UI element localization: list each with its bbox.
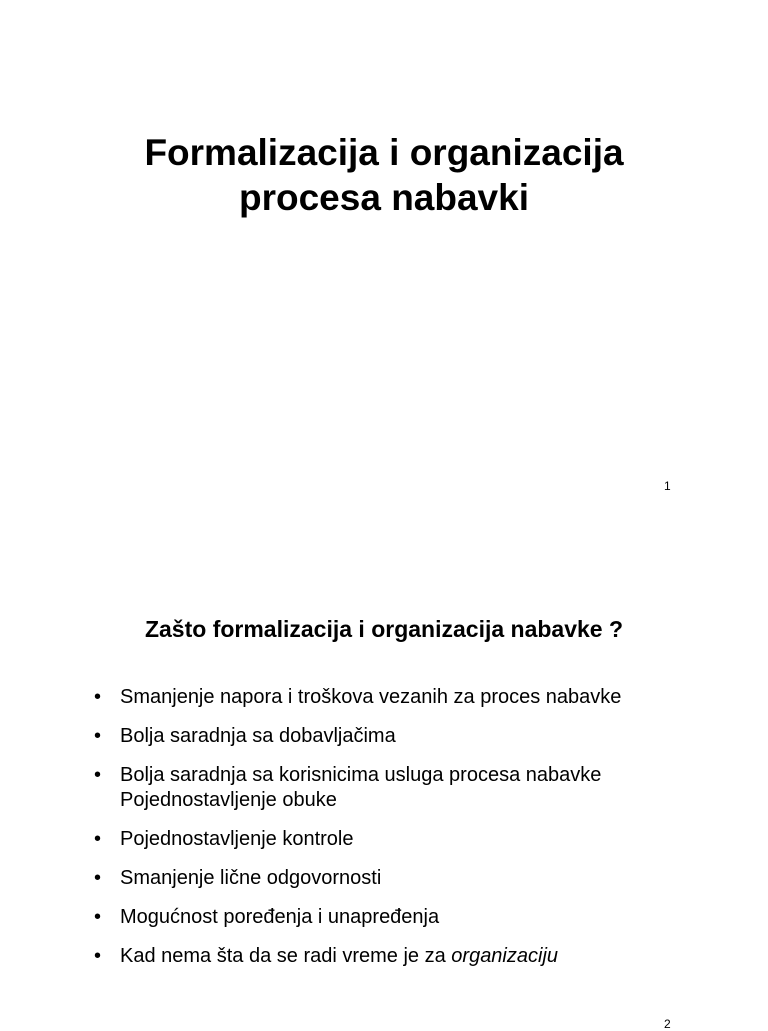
- bullet-item: [92, 944, 712, 969]
- bullet-dot: •: [94, 725, 102, 747]
- slide-2-title: Zašto formalizacija i organizacija nabavke ?: [144, 616, 624, 642]
- slide-2-page-number: 2: [664, 1017, 671, 1031]
- bullet-text: Smanjenje lične odgovornosti: [120, 867, 382, 889]
- slide-1-title: [0, 130, 768, 220]
- bullet-dot: •: [94, 764, 102, 786]
- bullet-dot: •: [94, 906, 102, 928]
- bullet-item: [92, 827, 712, 852]
- bullet-text: Kad nema šta da se radi vreme je za: [120, 945, 452, 967]
- slide-1: [0, 0, 768, 512]
- bullet-text: Bolja saradnja sa dobavljačima: [120, 725, 396, 747]
- bullet-item: [92, 763, 712, 813]
- bullet-dot: •: [94, 686, 102, 708]
- bullet-dot: •: [94, 867, 102, 889]
- bullet-text-continuation: Pojednostavljenje obuke: [120, 789, 337, 811]
- bullet-text-with-emphasis: [120, 944, 712, 969]
- slide-1-title-line-1: Formalizacija i organizacija: [144, 132, 624, 173]
- bullet-item: [92, 685, 712, 710]
- bullet-text: Pojednostavljenje kontrole: [120, 828, 354, 850]
- slide-1-title-line-2: procesa nabavki: [239, 177, 529, 218]
- bullet-dot: •: [94, 828, 102, 850]
- bullet-item: [92, 724, 712, 749]
- slide-1-page-number: 1: [664, 479, 671, 493]
- bullet-text: Bolja saradnja sa korisnicima usluga procesa nabavke: [120, 764, 602, 786]
- bullet-list: [92, 685, 712, 983]
- bullet-item: [92, 866, 712, 891]
- slide-2: [0, 512, 768, 1031]
- emphasized-word: organizaciju: [451, 945, 559, 967]
- bullet-item: [92, 905, 712, 930]
- bullet-text: Mogućnost poređenja i unapređenja: [120, 906, 440, 928]
- bullet-dot: •: [94, 945, 102, 967]
- bullet-text: Smanjenje napora i troškova vezanih za proces nabavke: [120, 686, 622, 708]
